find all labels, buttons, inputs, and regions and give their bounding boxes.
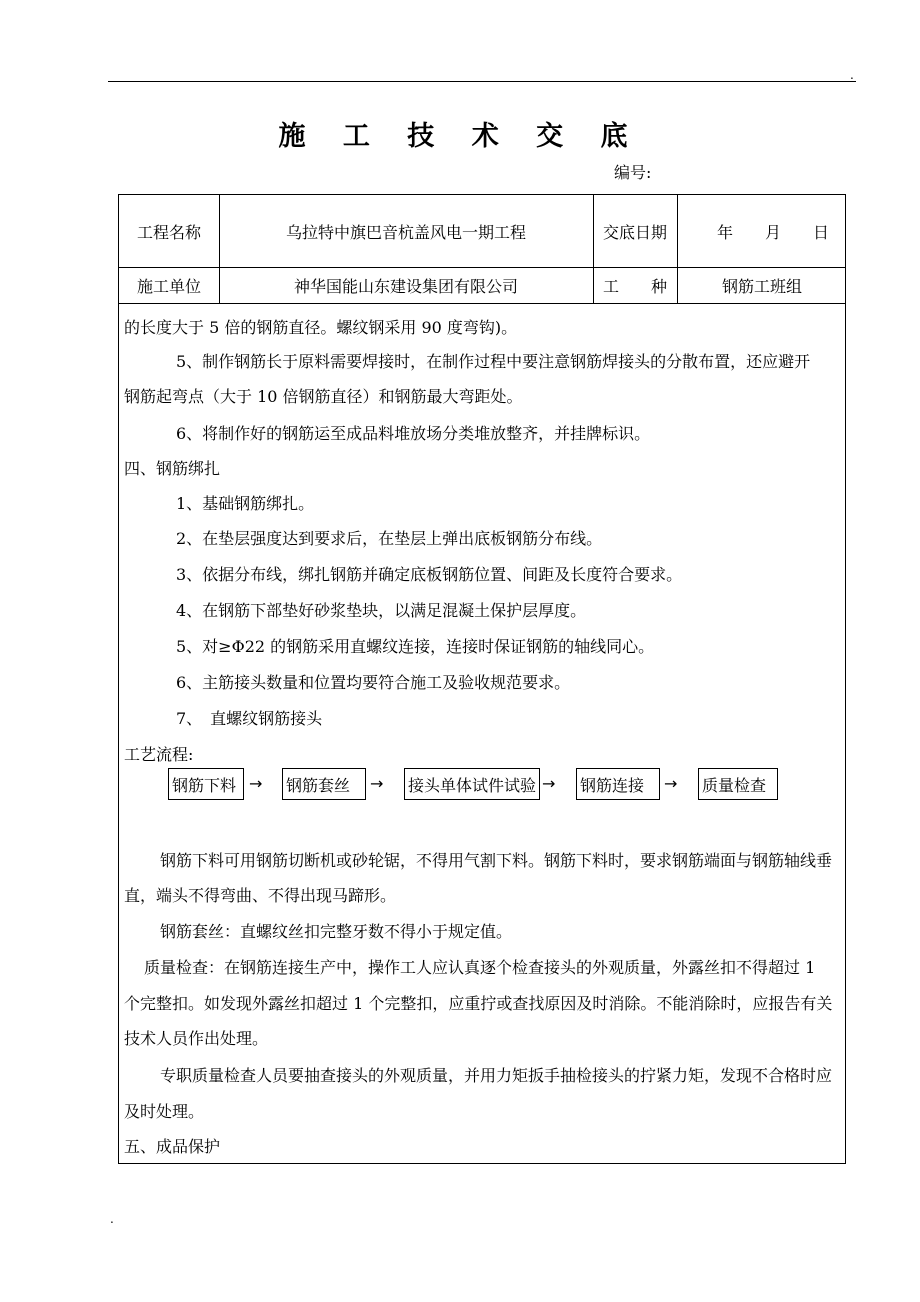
body-line: 1、基础钢筋绑扎。	[176, 494, 315, 513]
body-line: 直，端头不得弯曲、不得出现马蹄形。	[124, 886, 397, 905]
trade-label: 工 种	[602, 276, 667, 296]
body-line: 质量检查：在钢筋连接生产中，操作工人应认真逐个检查接头的外观质量，外露丝扣不得超过 1	[144, 958, 816, 977]
flow-step-test: 接头单体试件试验	[404, 768, 540, 800]
serial-number-label: 编号:	[614, 163, 652, 182]
body-line: 专职质量检查人员要抽查接头的外观质量，并用力矩扳手抽检接头的拧紧力矩，发现不合格时应	[160, 1066, 833, 1085]
body-line: 钢筋下料可用钢筋切断机或砂轮锯，不得用气割下料。钢筋下料时，要求钢筋端面与钢筋轴线垂	[160, 851, 833, 870]
flow-step-connect: 钢筋连接	[576, 768, 660, 800]
arrow-right-icon: →	[370, 774, 384, 793]
body-line: 5、对≥Φ22 的钢筋采用直螺纹连接，连接时保证钢筋的轴线同心。	[176, 637, 655, 656]
body-line: 钢筋起弯点（大于 10 倍钢筋直径）和钢筋最大弯距处。	[124, 387, 523, 406]
construction-unit-label: 施工单位	[136, 276, 201, 296]
section-heading: 四、钢筋绑扎	[124, 459, 221, 478]
body-line: 的长度大于 5 倍的钢筋直径。螺纹钢采用 90 度弯钩)。	[124, 318, 518, 337]
arrow-right-icon: →	[249, 774, 263, 793]
body-line: 个完整扣。如发现外露丝扣超过 1 个完整扣，应重拧或查找原因及时消除。不能消除时，应报告有关	[124, 994, 833, 1013]
body-line: 5、制作钢筋长于原料需要焊接时，在制作过程中要注意钢筋焊接头的分散布置，还应避开	[176, 352, 811, 371]
body-line: 及时处理。	[124, 1102, 205, 1121]
page-mark-top: .	[850, 68, 854, 82]
body-line: 7、 直螺纹钢筋接头	[176, 709, 323, 728]
project-name-value: 乌拉特中旗巴音杭盖风电一期工程	[285, 222, 526, 242]
construction-unit-value: 神华国能山东建设集团有限公司	[293, 276, 518, 296]
trade-value: 钢筋工班组	[721, 276, 802, 296]
body-line: 钢筋套丝：直螺纹丝扣完整牙数不得小于规定值。	[160, 922, 513, 941]
body-line: 技术人员作出处理。	[124, 1029, 269, 1048]
table-row-divider	[119, 303, 845, 304]
arrow-right-icon: →	[664, 774, 678, 793]
disclosure-date-label: 交底日期	[602, 222, 667, 242]
body-line: 3、依据分布线，绑扎钢筋并确定底板钢筋位置、间距及长度符合要求。	[176, 565, 683, 584]
flow-step-inspect: 质量检查	[698, 768, 778, 800]
body-line: 6、主筋接头数量和位置均要符合施工及验收规范要求。	[176, 673, 571, 692]
disclosure-date-value: 年 月 日	[716, 222, 829, 242]
page-mark-bottom: .	[110, 1212, 114, 1226]
arrow-right-icon: →	[542, 774, 556, 793]
body-line: 6、将制作好的钢筋运至成品料堆放场分类堆放整齐，并挂牌标识。	[176, 424, 651, 443]
body-line: 4、在钢筋下部垫好砂浆垫块，以满足混凝土保护层厚度。	[176, 601, 587, 620]
process-flow	[168, 768, 808, 806]
document-title: 施 工 技 术 交 底	[278, 121, 642, 152]
body-line: 工艺流程:	[124, 745, 194, 764]
flow-step-cut: 钢筋下料	[168, 768, 244, 800]
flow-step-thread: 钢筋套丝	[282, 768, 366, 800]
header-rule	[108, 81, 856, 82]
section-heading: 五、成品保护	[124, 1137, 221, 1156]
body-line: 2、在垫层强度达到要求后，在垫层上弹出底板钢筋分布线。	[176, 529, 603, 548]
project-name-label: 工程名称	[136, 222, 201, 242]
